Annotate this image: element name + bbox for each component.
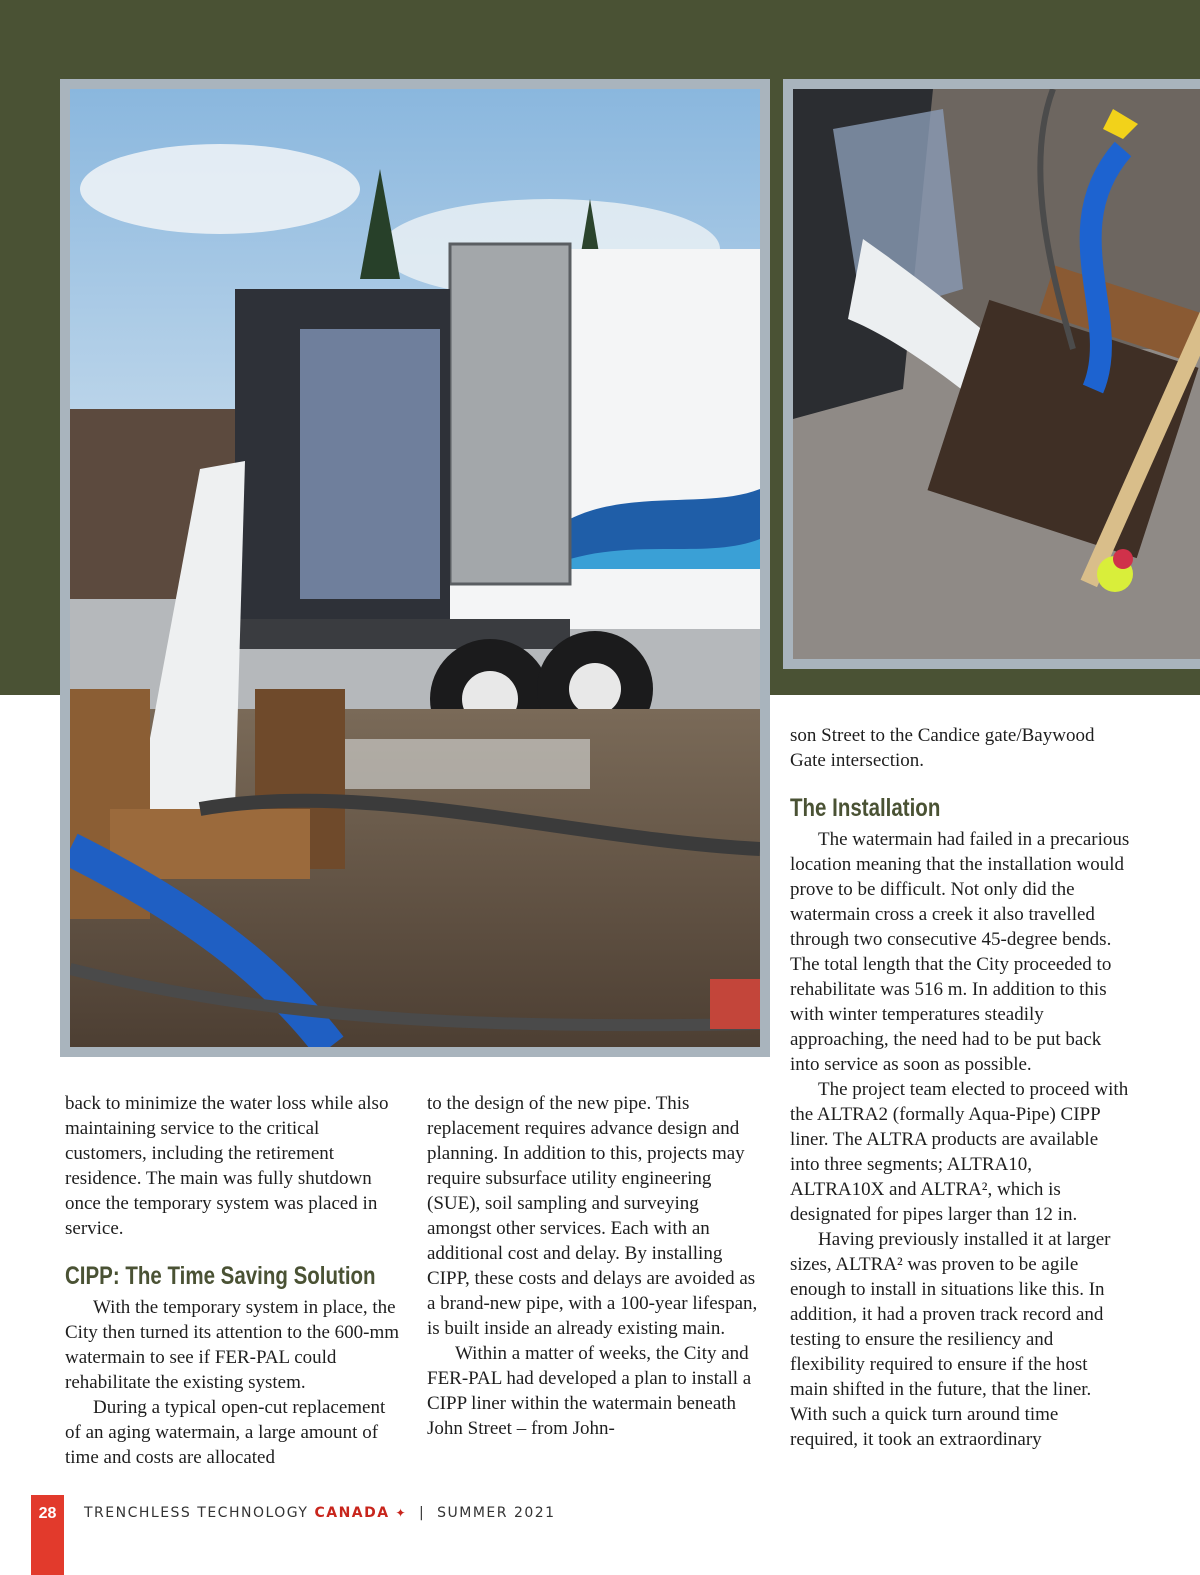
maple-leaf-icon: ✦ (395, 1506, 408, 1520)
page-number-box (31, 1495, 64, 1575)
body-paragraph: to the design of the new pipe. This replacement requires advance design and planning. In addition to this, projects may require subsurface utility engineering (SUE), soil sampling and surveying amongst other services. Each with an additional cost and delay. By installing CIPP, these costs and delays are avoided as a brand-new pipe, with a 100-year lifespan, is built inside an already existing main. (427, 1093, 758, 1339)
magazine-country: CANADA (314, 1505, 390, 1521)
body-paragraph: Within a matter of weeks, the City and FER-PAL had developed a plan to install a CIPP liner within the watermain beneath John Street – from John- (427, 1343, 752, 1439)
page-number: 28 (38, 1505, 57, 1522)
magazine-name: TRENCHLESS TECHNOLOGY (84, 1505, 309, 1521)
body-paragraph: The watermain had failed in a precarious location meaning that the installation would prove to be difficult. Not only did the watermain cross a creek it also travelled through two consecutive 45-degree bends. The total length that the City proceeded to rehabilitate was 516 m. In addition to this with winter temperatures steadily approaching, the need had to be put back into service as soon as possible. (790, 829, 1130, 1075)
body-paragraph: back to minimize the water loss while also maintaining service to the critical customers, including the retirement residence. The main was fully shutdown once the temporary system was placed in service. (65, 1093, 389, 1239)
text-column-3 (790, 723, 1130, 1452)
page-footer (0, 1495, 1200, 1575)
photo-overhead-pit (783, 79, 1200, 669)
footer-publication (84, 1505, 556, 1521)
footer-separator: | (419, 1505, 426, 1521)
section-heading-cipp: CIPP: The Time Saving Solution (65, 1262, 376, 1290)
issue-date: SUMMER 2021 (437, 1505, 556, 1521)
photo-truck-illustration (70, 89, 760, 1047)
body-paragraph: Having previously installed it at larger sizes, ALTRA² was proven to be agile enough to install in situations like this. In addition, it had a proven track record and testing to ensure the resiliency and flexibility required to ensure if the host main shifted in the future, that the liner. With such a quick turn around time required, it took an extraordinary (790, 1229, 1111, 1450)
photo-overhead-illustration (793, 89, 1200, 659)
photo-truck-liner (60, 79, 770, 1057)
body-paragraph: With the temporary system in place, the City then turned its attention to the 600-mm watermain to see if FER-PAL could rehabilitate the existing system. (65, 1297, 400, 1393)
text-column-1 (65, 1091, 400, 1470)
text-column-2 (427, 1091, 762, 1441)
body-paragraph: son Street to the Candice gate/Baywood Gate intersection. (790, 725, 1095, 771)
body-paragraph: During a typical open-cut replacement of an aging watermain, a large amount of time and costs are allocated (65, 1397, 386, 1468)
body-paragraph: The project team elected to proceed with the ALTRA2 (formally Aqua-Pipe) CIPP liner. The ALTRA products are available into three segments; ALTRA10, ALTRA10X and ALTRA², which is designated for pipes larger than 12 in. (790, 1079, 1129, 1225)
section-heading-installation: The Installation (790, 794, 941, 822)
